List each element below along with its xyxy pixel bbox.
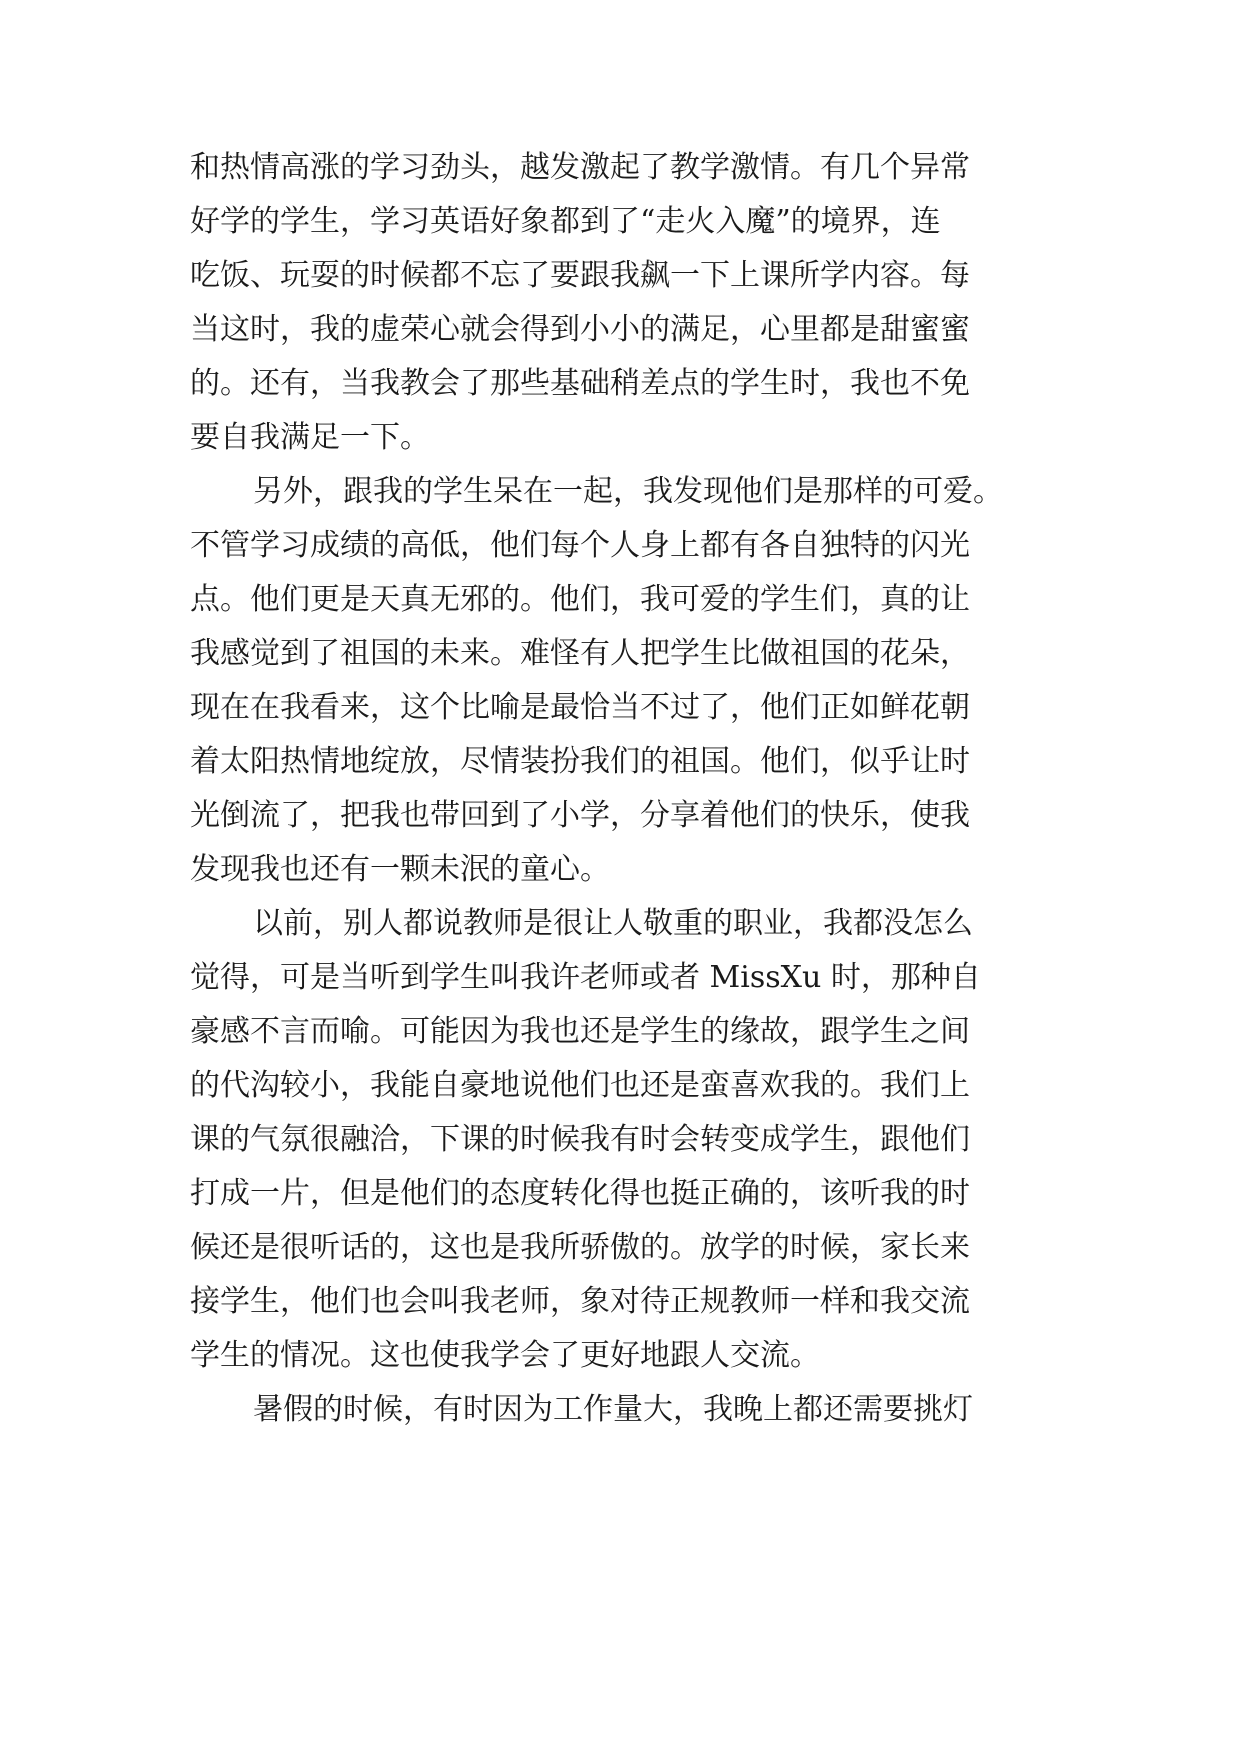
paragraph-2-line-5: 现在在我看来，这个比喻是最恰当不过了，他们正如鲜花朝: [190, 690, 970, 725]
paragraph-2-line-6: 着太阳热情地绽放，尽情装扮我们的祖国。他们，似乎让时: [190, 744, 970, 779]
paragraph-2-line-2: 不管学习成绩的高低，他们每个人身上都有各自独特的闪光: [190, 528, 970, 563]
paragraph-4-line-1: 暑假的时候，有时因为工作量大，我晚上都还需要挑灯: [253, 1392, 973, 1427]
paragraph-2-line-4: 我感觉到了祖国的未来。难怪有人把学生比做祖国的花朵，: [190, 636, 970, 671]
paragraph-3-line-1: 以前，别人都说教师是很让人敬重的职业，我都没怎么: [253, 906, 973, 941]
paragraph-1-line-2: 好学的学生，学习英语好象都到了“走火入魔”的境界，连: [190, 204, 941, 239]
paragraph-2-line-1: 另外，跟我的学生呆在一起，我发现他们是那样的可爱。: [253, 474, 1003, 509]
paragraph-1-line-4: 当这时，我的虚荣心就会得到小小的满足，心里都是甜蜜蜜: [190, 312, 970, 347]
paragraph-3-line-5: 课的气氛很融洽，下课的时候我有时会转变成学生，跟他们: [190, 1122, 970, 1157]
paragraph-2-line-7: 光倒流了，把我也带回到了小学，分享着他们的快乐，使我: [190, 798, 970, 833]
paragraph-3-line-7: 候还是很听话的，这也是我所骄傲的。放学的时候，家长来: [190, 1230, 970, 1265]
paragraph-3-line-2: 觉得，可是当听到学生叫我许老师或者 MissXu 时，那种自: [190, 960, 981, 995]
paragraph-1-line-1: 和热情高涨的学习劲头，越发激起了教学激情。有几个异常: [190, 150, 970, 185]
paragraph-2-line-8: 发现我也还有一颗未泯的童心。: [190, 852, 610, 887]
paragraph-1-line-3: 吃饭、玩耍的时候都不忘了要跟我飙一下上课所学内容。每: [190, 258, 970, 293]
paragraph-3-line-3: 豪感不言而喻。可能因为我也还是学生的缘故，跟学生之间: [190, 1014, 970, 1049]
paragraph-2-line-3: 点。他们更是天真无邪的。他们，我可爱的学生们，真的让: [190, 582, 970, 617]
paragraph-3-line-8: 接学生，他们也会叫我老师，象对待正规教师一样和我交流: [190, 1284, 970, 1319]
paragraph-3-line-6: 打成一片，但是他们的态度转化得也挺正确的，该听我的时: [190, 1176, 970, 1211]
paragraph-1-line-6: 要自我满足一下。: [190, 420, 430, 455]
paragraph-1-line-5: 的。还有，当我教会了那些基础稍差点的学生时，我也不免: [190, 366, 970, 401]
paragraph-3-line-9: 学生的情况。这也使我学会了更好地跟人交流。: [190, 1338, 820, 1373]
paragraph-3-line-4: 的代沟较小，我能自豪地说他们也还是蛮喜欢我的。我们上: [190, 1068, 970, 1103]
